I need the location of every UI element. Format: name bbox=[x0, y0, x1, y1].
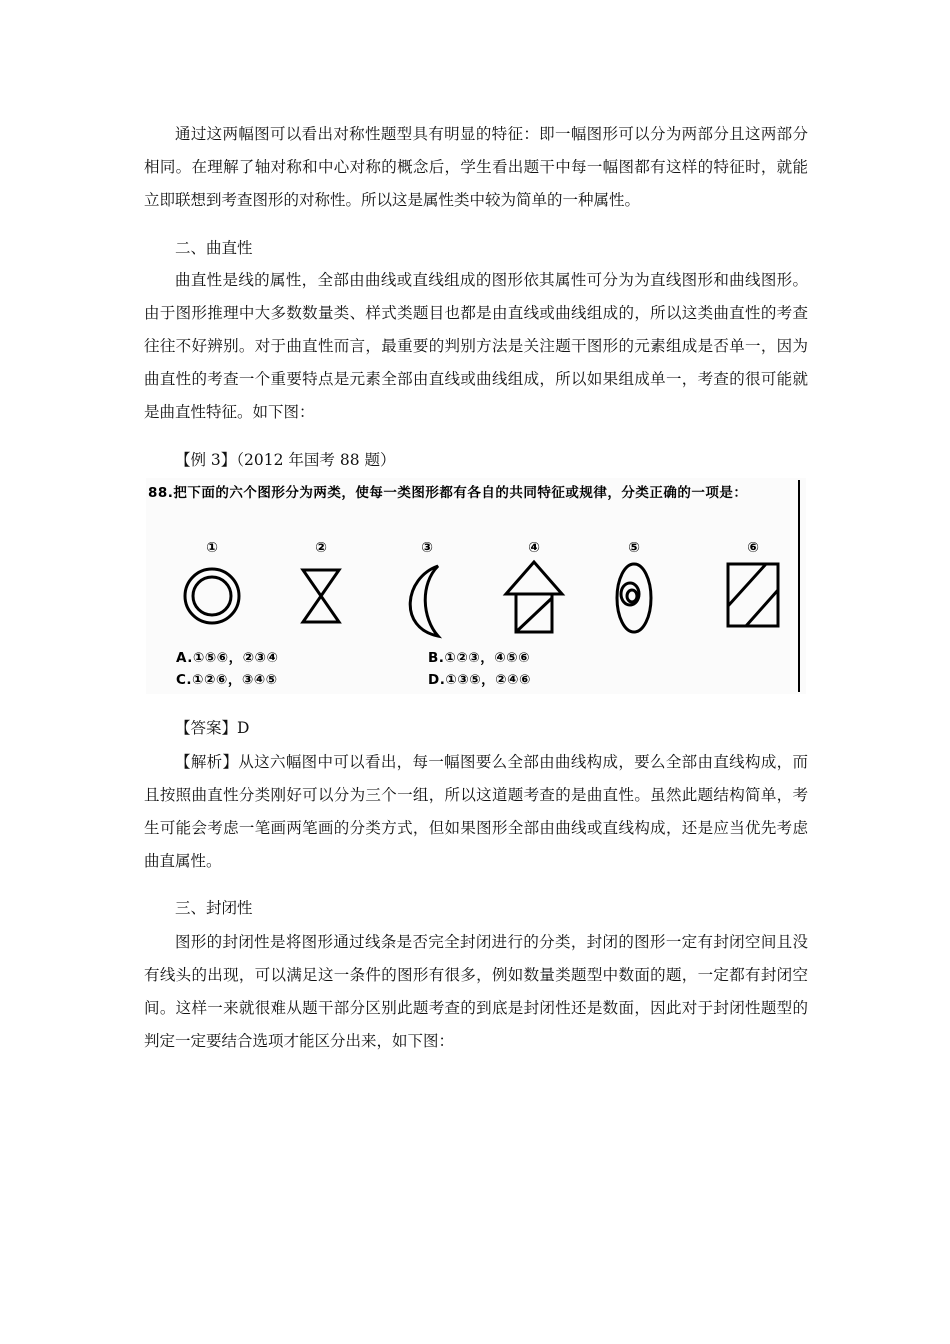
answer-text: 【答案】D bbox=[175, 719, 250, 737]
figure-label-5: ⑤ bbox=[628, 540, 640, 556]
paragraph-text: 曲直性是线的属性，全部由曲线或直线组成的图形依其属性可分为为直线图形和曲线图形。由于图形推理中大多数数量类、样式类题目也都是由直线或曲线组成的，所以这类曲直性的考查往往不好辨别。对于曲直性而言，最重要的判别方法是关注题干图形的元素组成是否单一，因为曲直性的考查一个重要特点是元素全部由直线或曲线组成，所以如果组成单一，考查的很可能就是曲直性特征。如下图： bbox=[144, 271, 808, 421]
figure-label-4: ④ bbox=[528, 540, 540, 556]
paragraph-analysis bbox=[144, 746, 808, 878]
answer-label bbox=[144, 712, 808, 745]
figure-label-3: ③ bbox=[421, 540, 433, 556]
question-figure bbox=[146, 478, 806, 694]
option-c: C.①②⑥，③④⑤ bbox=[176, 672, 278, 688]
option-d: D.①③⑤，②④⑥ bbox=[428, 672, 531, 688]
figure-label-2: ② bbox=[315, 540, 327, 556]
shape-2-hourglass bbox=[303, 570, 339, 622]
paragraph-text: 通过这两幅图可以看出对称性题型具有明显的特征：即一幅图形可以分为两部分且这两部分相同。在理解了轴对称和中心对称的概念后，学生看出题干中每一幅图都有这样的特征时，就能立即联想到考查图形的对称性。所以这是属性类中较为简单的一种属性。 bbox=[144, 125, 808, 209]
shape-3-crescent bbox=[410, 566, 438, 636]
shape-1-inner-circle bbox=[193, 577, 231, 615]
shape-5-core-ellipse bbox=[627, 590, 637, 602]
figure-label-6: ⑥ bbox=[747, 540, 759, 556]
option-a: A.①⑤⑥，②③④ bbox=[176, 650, 279, 666]
section-heading-closure bbox=[144, 892, 808, 925]
figure-label-1: ① bbox=[206, 540, 218, 556]
shape-4-triangle bbox=[506, 562, 562, 594]
shape-4-diagonal bbox=[516, 598, 552, 632]
shape-6-diagonal-1 bbox=[728, 564, 766, 606]
section-heading-curvature bbox=[144, 232, 808, 265]
heading-text: 三、封闭性 bbox=[175, 899, 253, 917]
example-text: 【例 3】（2012 年国考 88 题） bbox=[175, 451, 396, 469]
heading-text: 二、曲直性 bbox=[175, 239, 253, 257]
figure-question-text: 88.把下面的六个图形分为两类，使每一类图形都有各自的共同特征或规律，分类正确的一项是： bbox=[148, 485, 748, 501]
paragraph-text: 图形的封闭性是将图形通过线条是否完全封闭进行的分类，封闭的图形一定有封闭空间且没有线头的出现，可以满足这一条件的图形有很多，例如数量类题型中数面的题，一定都有封闭空间。这样一来就很难从题干部分区别此题考查的到底是封闭性还是数面，因此对于封闭性题型的判定一定要结合选项才能区分出来，如下图： bbox=[144, 933, 808, 1050]
paragraph-symmetry bbox=[144, 118, 808, 217]
paragraph-closure bbox=[144, 926, 808, 1058]
paragraph-curvature bbox=[144, 264, 808, 429]
shape-6-diagonal-2 bbox=[746, 590, 778, 626]
paragraph-text: 【解析】从这六幅图中可以看出，每一幅图要么全部由曲线构成，要么全部由直线构成，而且按照曲直性分类刚好可以分为三个一组，所以这道题考查的是曲直性。虽然此题结构简单，考生可能会考虑一笔画两笔画的分类方式，但如果图形全部由曲线或直线构成，还是应当优先考虑曲直属性。 bbox=[144, 753, 808, 870]
example-label bbox=[144, 444, 808, 477]
option-b: B.①②③，④⑤⑥ bbox=[428, 650, 530, 666]
